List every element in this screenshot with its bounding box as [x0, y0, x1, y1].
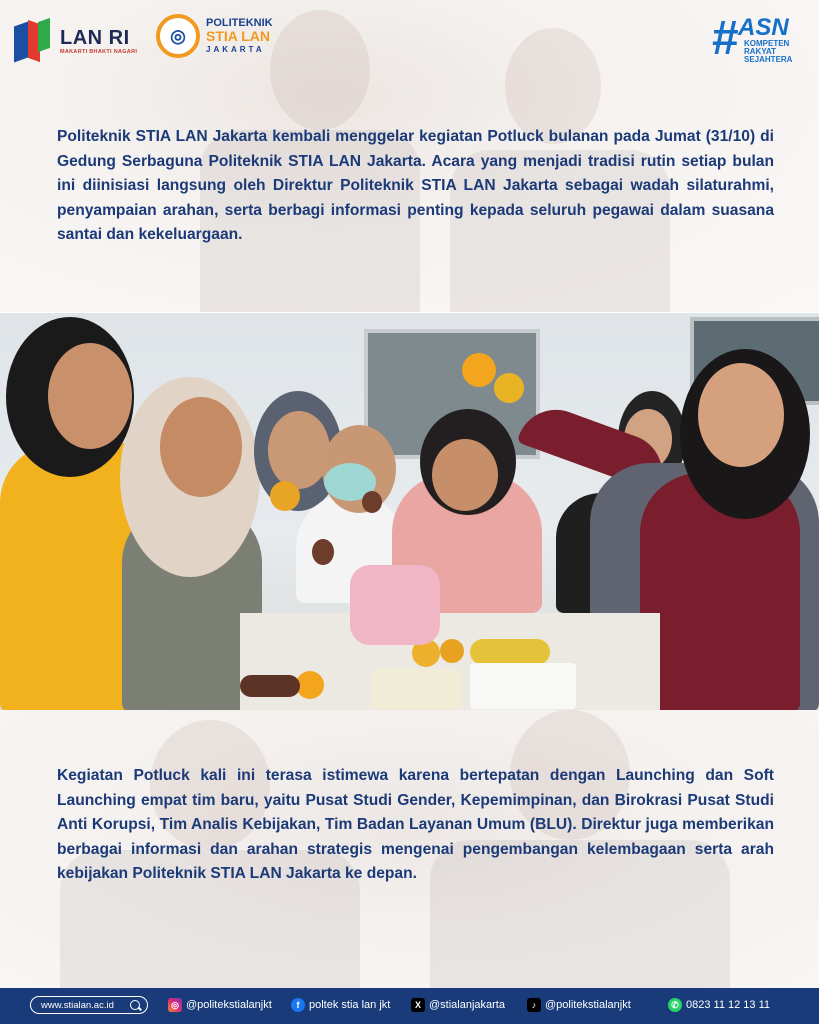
lan-ri-mark-icon	[14, 18, 54, 64]
tiktok-handle: @politekstialanjkt	[545, 999, 631, 1011]
asn-logo	[712, 14, 808, 70]
potluck-group-photo	[0, 313, 819, 710]
website-link[interactable]	[30, 996, 148, 1014]
banana-bunch	[470, 639, 550, 665]
orange-fruit	[462, 353, 496, 387]
lan-ri-subtitle: MAKARTI BHAKTI NAGARI	[60, 49, 138, 55]
asn-logo-word: ASN	[738, 14, 789, 41]
orange-fruit	[494, 373, 524, 403]
hash-icon: #	[712, 12, 739, 65]
intro-paragraph: Politeknik STIA LAN Jakarta kembali menggelar kegiatan Potluck bulanan pada Jumat (31/10) di Gedung Serbaguna Politeknik STIA LAN Jakarta. Acara yang menjadi tradisi rutin setiap bulan ini diinisiasi langsung oleh Direktur Politeknik STIA LAN Jakarta sebagai wadah silaturahmi, penyampaian arahan, serta berbagi informasi penting kepada seluruh pegawai dalam suasana santai dan kekeluargaan.	[57, 128, 774, 243]
asn-logo-tagline: KOMPETEN RAKYAT SEJAHTERA	[744, 39, 793, 64]
instagram-link[interactable]	[168, 996, 272, 1014]
orange-fruit	[270, 481, 300, 511]
facebook-icon: f	[291, 998, 305, 1012]
x-link[interactable]	[411, 996, 505, 1014]
orange-fruit	[440, 639, 464, 663]
politeknik-stia-lan-logo	[156, 14, 273, 58]
instagram-handle: @politekstialanjkt	[186, 999, 272, 1011]
lan-ri-logo	[14, 16, 137, 66]
sapodilla-fruit	[312, 539, 334, 565]
whatsapp-icon: ✆	[668, 998, 682, 1012]
facebook-link[interactable]	[291, 996, 390, 1014]
poltek-logo-line1: POLITEKNIK	[206, 16, 273, 29]
sapodilla-fruit	[240, 675, 300, 697]
whatsapp-number: 0823 11 12 13 11	[686, 999, 771, 1011]
website-url: www.stialan.ac.id	[41, 999, 114, 1011]
poltek-logo-line3: JAKARTA	[206, 44, 265, 54]
x-icon: X	[411, 998, 425, 1012]
facebook-handle: poltek stia lan jkt	[309, 999, 391, 1011]
instagram-icon: ◎	[168, 998, 182, 1012]
poltek-logo-line2: STIA LAN	[206, 27, 271, 44]
food-container	[470, 663, 576, 709]
sapodilla-fruit	[362, 491, 382, 513]
orange-fruit	[296, 671, 324, 699]
tiktok-link[interactable]	[527, 996, 631, 1014]
search-icon	[130, 1000, 140, 1010]
footer-bar	[0, 988, 819, 1024]
plastic-bag	[350, 565, 440, 645]
whatsapp-link[interactable]	[668, 996, 770, 1014]
x-handle: @stialanjakarta	[429, 999, 505, 1011]
lan-ri-title: LAN RI	[60, 27, 130, 49]
tiktok-icon: ♪	[527, 998, 541, 1012]
food-container	[372, 669, 462, 709]
closing-paragraph: Kegiatan Potluck kali ini terasa istimewa karena bertepatan dengan Launching dan Soft Launching empat tim baru, yaitu Pusat Studi Gender, Kepemimpinan, dan Birokrasi Pusat Studi Anti Korupsi, Tim Analis Kebijakan, Tim Badan Layanan Umum (BLU). Direktur juga memberikan berbagai informasi dan arahan strategis mengenai pengembangan kelembagaan serta arah kebijakan Politeknik STIA LAN Jakarta ke depan.	[57, 767, 774, 882]
politeknik-emblem-icon: ◎	[156, 14, 200, 58]
